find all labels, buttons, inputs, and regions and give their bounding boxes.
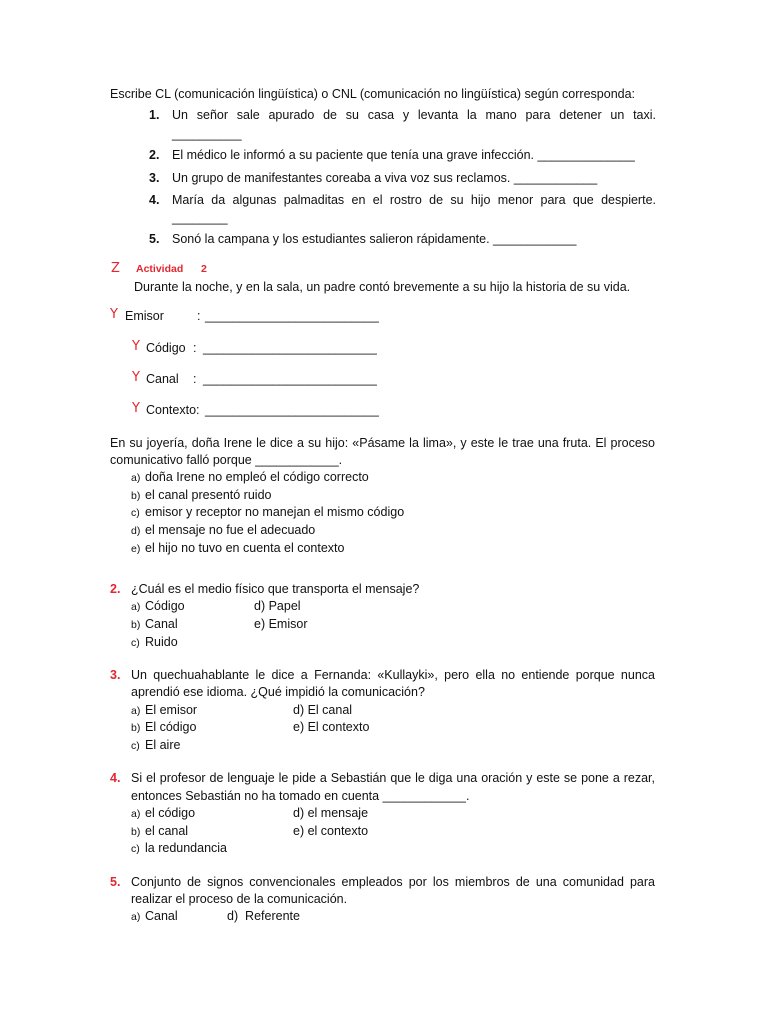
field-label: Contexto: [146,403,200,417]
option-letter: c) [131,740,140,752]
option-text: e) El contexto [293,720,370,734]
question-text: realizar el proceso de la comunicación. [131,892,348,906]
option-letter: b) [131,490,141,502]
question-text: Un quechuahablante le dice a Fernanda: «Kullayki», pero ella no entiende porque nunca [131,668,655,682]
y-bullet-icon: Y [110,307,118,322]
option-letter: b) [131,826,141,838]
item-text: María da algunas palmaditas en el rostro de su hijo menor para que despierte. [172,193,656,207]
option-text: e) Emisor [254,617,308,631]
item-text: El médico le informó a su paciente que tenía una grave infección. ______________ [172,148,635,162]
option-text: Canal [145,909,178,923]
activity-number: 2 [201,263,207,275]
option-text: El aire [145,738,181,752]
option-text: El emisor [145,703,198,717]
option-text: d) El canal [293,703,353,717]
field-label: Emisor [125,309,164,323]
option-text: Código [145,599,185,613]
intro-instruction: Escribe CL (comunicación lingüística) o CNL (comunicación no lingüística) según corresponda: [110,87,636,101]
answer-blank: ________ [172,211,228,225]
item-text: Un grupo de manifestantes coreaba a viva voz sus reclamos. ____________ [172,171,598,185]
item-number: 3. [149,171,160,185]
option-letter: c) [131,637,140,649]
option-text: El código [145,720,197,734]
option-letter: a) [131,911,141,923]
option-text: d) Referente [227,909,300,923]
field-label: Canal [146,372,179,386]
option-text: el código [145,806,196,820]
question-number: 5. [110,875,121,889]
option-text: doña Irene no empleó el código correcto [145,470,369,484]
question-text: entonces Sebastián no ha tomado en cuenta ____________. [131,789,470,803]
question-text: Si el profesor de lenguaje le pide a Sebastián que le diga una oración y este se pone a rezar, [131,771,655,785]
option-letter: a) [131,705,141,717]
option-text: d) el mensaje [293,806,369,820]
field-blank: _________________________ [205,309,379,323]
option-text: el canal [145,824,189,838]
question-number: 2. [110,582,121,596]
question-text: ¿Cuál es el medio físico que transporta el mensaje? [131,582,420,596]
field-label: Código [146,341,186,355]
option-text: d) Papel [254,599,301,613]
item-number: 5. [149,232,160,246]
option-letter: b) [131,722,141,734]
option-letter: a) [131,808,141,820]
activity-heading: Actividad [136,263,184,275]
question-number: 3. [110,668,121,682]
item-number: 4. [149,193,160,207]
option-letter: a) [131,472,141,484]
option-letter: c) [131,507,140,519]
field-blank: _________________________ [203,341,377,355]
option-letter: d) [131,525,141,537]
answer-blank: __________ [172,127,242,141]
option-letter: e) [131,543,141,555]
option-text: Ruido [145,635,178,649]
story-sentence: Durante la noche, y en la sala, un padre contó brevemente a su hijo la historia de su vida. [134,280,631,294]
item-text: Un señor sale apurado de su casa y levanta la mano para detener un taxi. [172,108,656,122]
option-text: e) el contexto [293,824,369,838]
field-colon: : [193,341,197,355]
question-text: comunicativo falló porque ____________. [110,453,343,467]
y-bullet-icon: Y [132,339,140,354]
field-blank: _________________________ [205,403,379,417]
option-letter: b) [131,619,141,631]
item-text: Sonó la campana y los estudiantes salieron rápidamente. ____________ [172,232,577,246]
question-number: 4. [110,771,121,785]
option-text: el canal presentó ruido [145,488,272,502]
option-text: emisor y receptor no manejan el mismo código [145,505,405,519]
question-text: aprendió ese idioma. ¿Qué impidió la comunicación? [131,685,425,699]
option-letter: c) [131,843,140,855]
option-text: la redundancia [145,841,228,855]
option-text: el hijo no tuvo en cuenta el contexto [145,541,345,555]
question-text: En su joyería, doña Irene le dice a su hijo: «Pásame la lima», y este le trae una fruta. El proceso [110,436,655,450]
option-letter: a) [131,601,141,613]
y-bullet-icon: Y [132,401,140,416]
item-number: 2. [149,148,160,162]
question-text: Conjunto de signos convencionales empleados por los miembros de una comunidad para [131,875,655,889]
z-bullet-icon: Z [111,261,120,276]
field-colon: : [197,309,201,323]
item-number: 1. [149,108,160,122]
option-text: Canal [145,617,178,631]
option-text: el mensaje no fue el adecuado [145,523,316,537]
y-bullet-icon: Y [132,370,140,385]
field-blank: _________________________ [203,372,377,386]
field-colon: : [193,372,197,386]
